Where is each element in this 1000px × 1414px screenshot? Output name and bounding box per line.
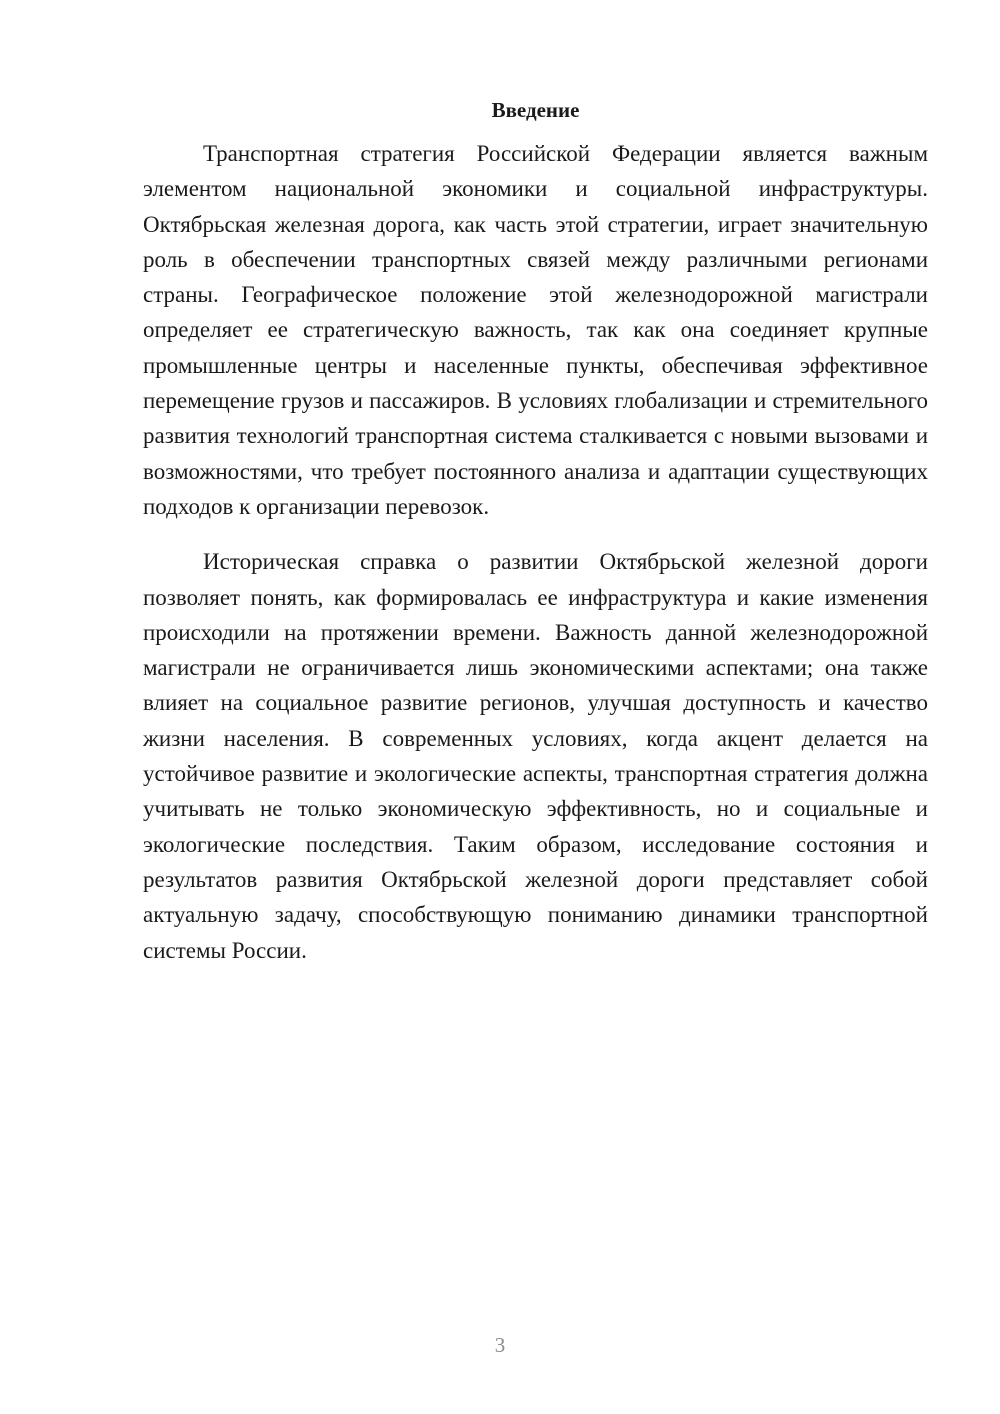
- paragraph-history: Историческая справка о развитии Октябрьской железной дороги позволяет понять, как формировалась ее инфраструктура и какие изменения происходили на протяжении времени. Важность данной железнодорожной магистрали не ограничивается лишь экономическими аспектами; она также влияет на социальное развитие регионов, улучшая доступность и качество жизни населения. В современных условиях, когда акцент делается на устойчивое развитие и экологические аспекты, транспортная стратегия должна учитывать не только экономическую эффективность, но и социальные и экологические последствия. Таким образом, исследование состояния и результатов развития Октябрьской железной дороги представляет собой актуальную задачу, способствующую пониманию динамики транспортной системы России.: [143, 549, 928, 963]
- page-number: 3: [494, 1333, 506, 1357]
- section-title: Введение: [491, 98, 580, 122]
- document-body: [143, 96, 928, 968]
- paragraph-intro: Транспортная стратегия Российской Федерации является важным элементом национальной экономики и социальной инфраструктуры. Октябрьская железная дорога, как часть этой стратегии, играет значительную роль в обеспечении транспортных связей между различными регионами страны. Географическое положение этой железнодорожной магистрали определяет ее стратегическую важность, так как она соединяет крупные промышленные центры и населенные пункты, обеспечивая эффективное перемещение грузов и пассажиров. В условиях глобализации и стремительного развития технологий транспортная система сталкивается с новыми вызовами и возможностями, что требует постоянного анализа и адаптации существующих подходов к организации перевозок.: [143, 141, 928, 519]
